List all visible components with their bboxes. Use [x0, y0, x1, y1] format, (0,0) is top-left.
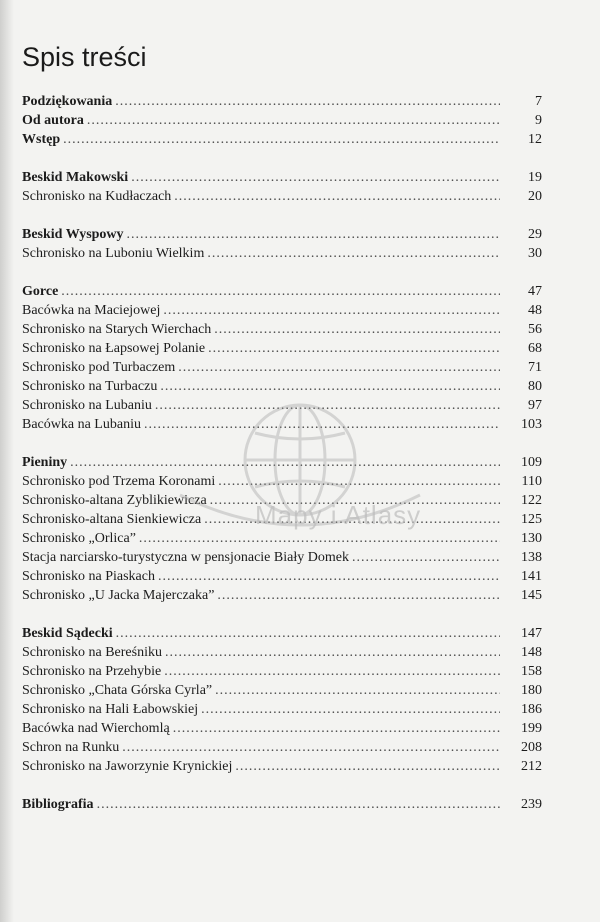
toc-page-number: 20 [528, 189, 542, 204]
toc-leader-dots [127, 225, 500, 244]
toc-page-number: 138 [521, 550, 542, 565]
toc-entry-title: Schronisko-altana Zyblikiewicza [22, 493, 207, 508]
toc-page-number: 141 [521, 569, 542, 584]
toc-leader-dots [201, 700, 500, 719]
toc-leader-dots [115, 92, 500, 111]
toc-leader-dots [164, 662, 500, 681]
toc-leader-dots [122, 738, 500, 757]
toc-entry-title: Schronisko na Kudłaczach [22, 189, 172, 204]
page-title: Spis treści [22, 42, 147, 72]
group-spacer [22, 206, 542, 225]
toc-section-entry [22, 624, 542, 643]
toc-entry-title: Schronisko na Hali Łabowskiej [22, 702, 199, 717]
toc-entry [22, 244, 542, 263]
toc-leader-dots [218, 472, 500, 491]
table-of-contents [22, 92, 542, 814]
toc-page-number: 148 [521, 645, 542, 660]
toc-page-number: 212 [521, 759, 542, 774]
toc-entry-title: Schronisko na Turbaczu [22, 379, 158, 394]
toc-entry-title: Bacówka nad Wierchomlą [22, 721, 170, 736]
toc-page-number: 30 [528, 246, 542, 261]
toc-entry-title: Bibliografia [22, 797, 94, 812]
toc-entry [22, 662, 542, 681]
toc-entry [22, 320, 542, 339]
toc-entry [22, 472, 542, 491]
toc-entry-title: Schronisko pod Turbaczem [22, 360, 176, 375]
group-spacer [22, 434, 542, 453]
group-spacer [22, 776, 542, 795]
toc-entry [22, 301, 542, 320]
toc-entry-title: Schronisko na Przehybie [22, 664, 162, 679]
toc-leader-dots [131, 168, 500, 187]
toc-page-number: 71 [528, 360, 542, 375]
toc-entry-title: Schronisko pod Trzema Koronami [22, 474, 216, 489]
toc-page-number: 68 [528, 341, 542, 356]
toc-entry-title: Pieniny [22, 455, 68, 470]
toc-page-number: 80 [528, 379, 542, 394]
group-spacer [22, 263, 542, 282]
toc-entry-title: Beskid Sądecki [22, 626, 113, 641]
toc-section-entry [22, 795, 542, 814]
toc-page-number: 186 [521, 702, 542, 717]
watermark-text: Mapy i Atlasy [255, 500, 422, 530]
toc-page-number: 103 [521, 417, 542, 432]
toc-leader-dots [352, 548, 500, 567]
toc-entry-title: Schronisko na Bereśniku [22, 645, 162, 660]
toc-page-number: 7 [535, 94, 542, 109]
toc-entry [22, 567, 542, 586]
toc-entry [22, 681, 542, 700]
toc-leader-dots [155, 396, 500, 415]
toc-leader-dots [144, 415, 500, 434]
page-gutter-shadow [0, 0, 14, 922]
toc-entry [22, 643, 542, 662]
toc-entry-title: Wstęp [22, 132, 61, 147]
toc-entry-title: Od autora [22, 113, 84, 128]
toc-page-number: 9 [535, 113, 542, 128]
group-spacer [22, 149, 542, 168]
toc-entry [22, 548, 542, 567]
toc-page-number: 47 [528, 284, 542, 299]
toc-entry [22, 377, 542, 396]
toc-leader-dots [97, 795, 500, 814]
toc-page-number: 208 [521, 740, 542, 755]
toc-entry-title: Schronisko „Chata Górska Cyrla” [22, 683, 213, 698]
toc-entry-title: Schronisko na Lubaniu [22, 398, 152, 413]
toc-entry-title: Gorce [22, 284, 59, 299]
toc-page-number: 12 [528, 132, 542, 147]
toc-leader-dots [217, 586, 500, 605]
toc-entry [22, 339, 542, 358]
toc-entry [22, 529, 542, 548]
toc-page-number: 147 [521, 626, 542, 641]
toc-entry [22, 396, 542, 415]
toc-page-number: 199 [521, 721, 542, 736]
toc-leader-dots [207, 244, 500, 263]
toc-entry-title: Schronisko na Luboniu Wielkim [22, 246, 205, 261]
toc-leader-dots [165, 643, 500, 662]
toc-section-entry [22, 453, 542, 472]
toc-entry [22, 187, 542, 206]
toc-page-number: 109 [521, 455, 542, 470]
toc-leader-dots [173, 719, 500, 738]
toc-leader-dots [178, 358, 500, 377]
toc-entry [22, 719, 542, 738]
toc-section-entry [22, 92, 542, 111]
toc-entry-title: Schronisko-altana Sienkiewicza [22, 512, 202, 527]
toc-page-number: 19 [528, 170, 542, 185]
toc-entry-title: Stacja narciarsko-turystyczna w pensjonacie Biały Domek [22, 550, 349, 565]
toc-entry-title: Schronisko „U Jacka Majerczaka” [22, 588, 215, 603]
toc-page-number: 125 [521, 512, 542, 527]
group-spacer [22, 605, 542, 624]
toc-entry [22, 700, 542, 719]
toc-section-entry [22, 130, 542, 149]
toc-leader-dots [235, 757, 500, 776]
toc-page-number: 130 [521, 531, 542, 546]
toc-entry-title: Bacówka na Lubaniu [22, 417, 141, 432]
toc-section-entry [22, 225, 542, 244]
toc-section-entry [22, 282, 542, 301]
toc-entry-title: Beskid Wyspowy [22, 227, 124, 242]
toc-page-number: 145 [521, 588, 542, 603]
toc-leader-dots [214, 320, 500, 339]
toc-entry [22, 358, 542, 377]
toc-page-number: 97 [528, 398, 542, 413]
toc-entry [22, 415, 542, 434]
toc-page-number: 56 [528, 322, 542, 337]
toc-leader-dots [158, 567, 500, 586]
toc-entry-title: Schronisko na Łapsowej Polanie [22, 341, 206, 356]
toc-leader-dots [163, 301, 500, 320]
toc-entry-title: Schronisko na Starych Wierchach [22, 322, 212, 337]
toc-page-number: 122 [521, 493, 542, 508]
toc-leader-dots [70, 453, 500, 472]
toc-page-number: 158 [521, 664, 542, 679]
toc-entry [22, 738, 542, 757]
toc-entry-title: Podziękowania [22, 94, 113, 109]
toc-page-number: 110 [521, 474, 542, 489]
toc-entry-title: Bacówka na Maciejowej [22, 303, 161, 318]
toc-leader-dots [215, 681, 500, 700]
toc-entry [22, 757, 542, 776]
toc-section-entry [22, 111, 542, 130]
toc-entry-title: Schronisko na Jaworzynie Krynickiej [22, 759, 233, 774]
toc-leader-dots [61, 282, 500, 301]
toc-leader-dots [87, 111, 500, 130]
toc-leader-dots [116, 624, 500, 643]
toc-leader-dots [160, 377, 500, 396]
toc-section-entry [22, 168, 542, 187]
toc-entry-title: Beskid Makowski [22, 170, 129, 185]
toc-leader-dots [63, 130, 500, 149]
toc-page-number: 239 [521, 797, 542, 812]
toc-page-number: 48 [528, 303, 542, 318]
toc-entry-title: Schron na Runku [22, 740, 120, 755]
toc-entry [22, 586, 542, 605]
toc-entry-title: Schronisko na Piaskach [22, 569, 155, 584]
toc-leader-dots [139, 529, 500, 548]
toc-leader-dots [174, 187, 500, 206]
toc-page-number: 29 [528, 227, 542, 242]
toc-entry-title: Schronisko „Orlica” [22, 531, 136, 546]
toc-page-number: 180 [521, 683, 542, 698]
toc-leader-dots [208, 339, 500, 358]
